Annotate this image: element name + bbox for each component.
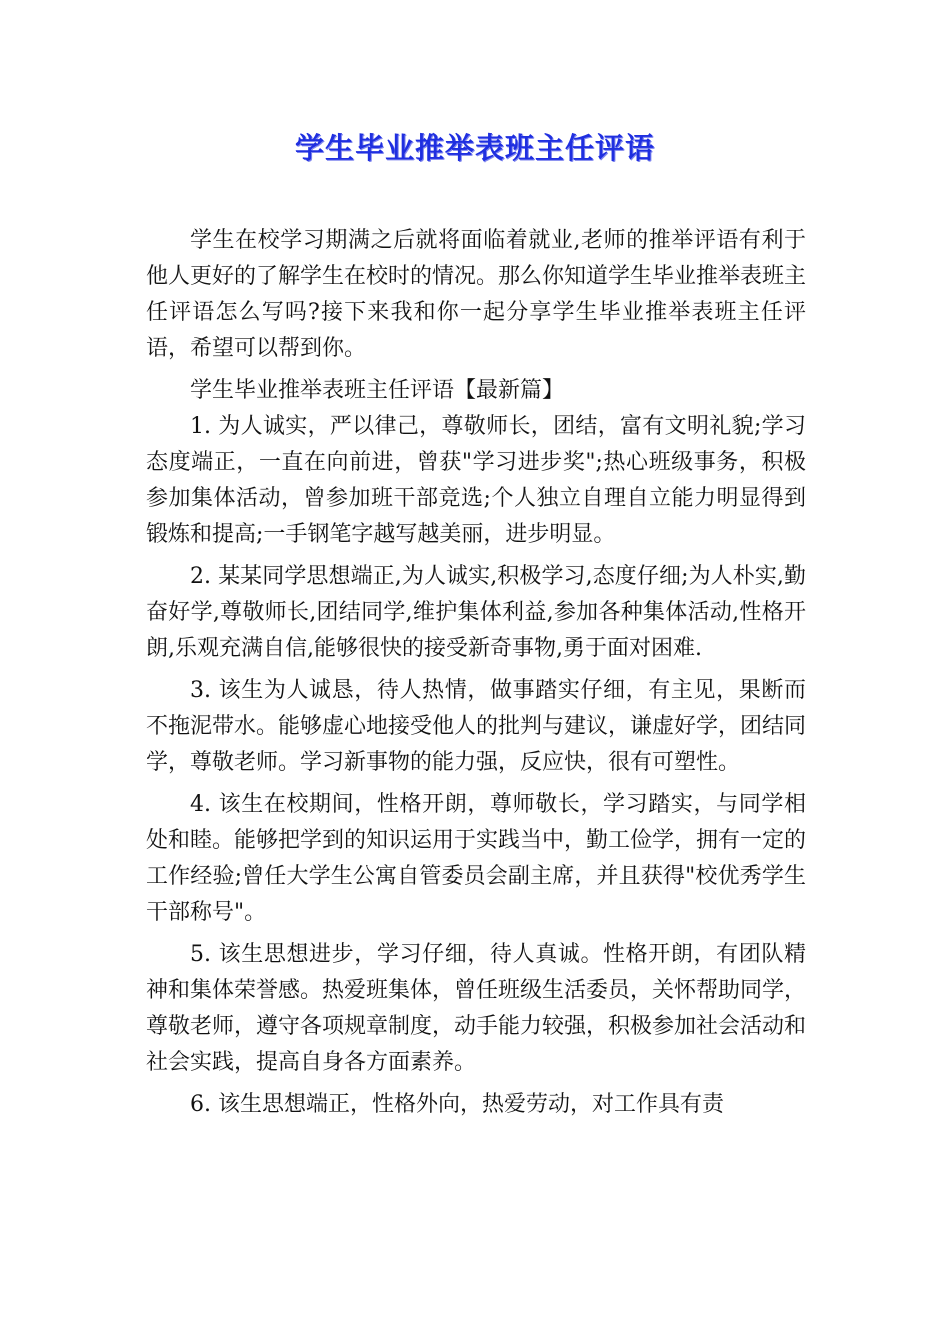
list-item: 4. 该生在校期间，性格开朗，尊师敬长，学习踏实，与同学相处和睦。能够把学到的知识运用于实践当中，勤工俭学，拥有一定的工作经验;曾任大学生公寓自管委员会副主席，并且获得"校优秀学生干部称号"。 <box>146 792 807 925</box>
document-title: 学生毕业推举表班主任评语 <box>294 131 655 165</box>
list-item: 2. 某某同学思想端正,为人诚实,积极学习,态度仔细;为人朴实,勤奋好学,尊敬师长,团结同学,维护集体利益,参加各种集体活动,性格开朗,乐观充满自信,能够很快的接受新奇事物,勇于面对困难. <box>146 564 806 661</box>
list-item: 6. 该生思想端正，性格外向，热爱劳动，对工作具有责 <box>190 1092 724 1117</box>
list-item: 1. 为人诚实，严以律己，尊敬师长，团结，富有文明礼貌;学习态度端正，一直在向前进，曾获"学习进步奖";热心班级事务，积极参加集体活动，曾参加班干部竞选;个人独立自理自立能力明显得到锻炼和提高;一手钢笔字越写越美丽，进步明显。 <box>146 414 806 547</box>
section-heading: 学生毕业推举表班主任评语【最新篇】 <box>190 378 565 403</box>
document-body <box>146 223 806 1129</box>
list-item: 3. 该生为人诚恳，待人热情，做事踏实仔细，有主见，果断而不拖泥带水。能够虚心地接受他人的批判与建议，谦虚好学，团结同学，尊敬老师。学习新事物的能力强，反应快，很有可塑性。 <box>146 678 807 775</box>
intro-paragraph: 学生在校学习期满之后就将面临着就业,老师的推举评语有利于他人更好的了解学生在校时的情况。那么你知道学生毕业推举表班主任评语怎么写吗?接下来我和你一起分享学生毕业推举表班主任评语，希望可以帮到你。 <box>146 228 807 361</box>
list-item: 5. 该生思想进步，学习仔细，待人真诚。性格开朗，有团队精神和集体荣誉感。热爱班集体，曾任班级生活委员，关怀帮助同学，尊敬老师，遵守各项规章制度，动手能力较强，积极参加社会活动和社会实践，提高自身各方面素养。 <box>146 942 807 1075</box>
